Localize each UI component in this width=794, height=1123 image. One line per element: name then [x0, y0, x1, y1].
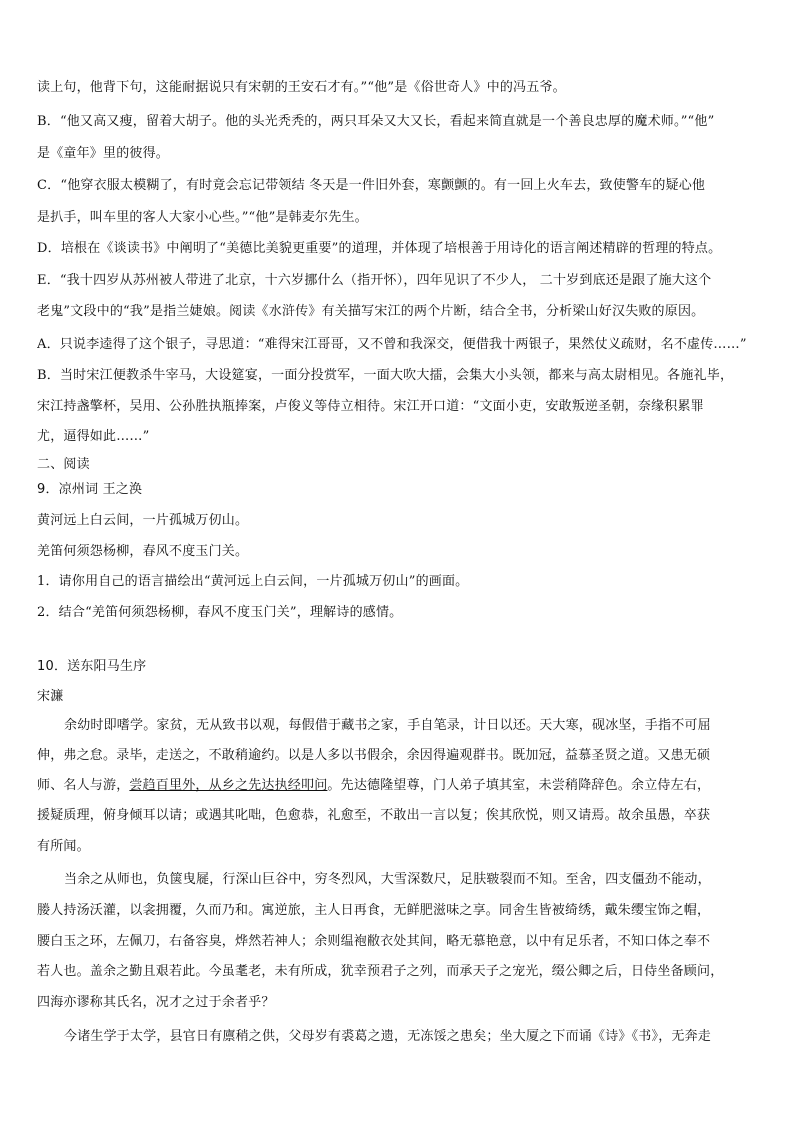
q9-item-2: 2．结合“羌笛何须怨杨柳，春风不度玉门关”，理解诗的感情。	[37, 605, 403, 620]
passage-line: 援疑质理，俯身倾耳以请；或遇其叱咄，色愈恭，礼愈至，不敢出一言以复；俟其欣悦，则又请焉。故余虽愚，卒获	[37, 808, 711, 823]
q9-item-1: 1．请你用自己的语言描绘出“黄河远上白云间，一片孤城万仞山”的画面。	[37, 574, 469, 589]
text-line: 宋江持盏擎杯，吴用、公孙胜执瓶捧案，卢俊义等侍立相待。宋江开口道：“文面小吏，安敢叛逆圣朝，奈缘积累罪	[37, 399, 704, 414]
text-line: 老鬼”文段中的“我”是指兰婕娘。阅读《水浒传》有关描写宋江的两个片断，结合全书，分析梁山好汉失败的原因。	[37, 304, 705, 319]
poem-line: 羌笛何须怨杨柳，春风不度玉门关。	[37, 544, 249, 559]
q10-author: 宋濂	[37, 689, 64, 704]
excerpt-b-line: B．当时宋江便教杀牛宰马，大设筵宴，一面分投赏军，一面大吹大擂，会集大小头领，都来与高太尉相见。各施礼毕，	[37, 368, 734, 383]
poem-line: 黄河远上白云间，一片孤城万仞山。	[37, 513, 249, 528]
passage-line: 媵人持汤沃灌，以衾拥覆，久而乃和。寓逆旅，主人日再食，无鲜肥滋味之享。同舍生皆被绮绣，戴朱缨宝饰之帽，	[37, 903, 711, 918]
excerpt-a-line: A．只说李逵得了这个银子，寻思道：“难得宋江哥哥，又不曾和我深交，便借我十两银子，果然仗义疏财，名不虚传……”	[37, 337, 747, 352]
section-heading: 二、阅读	[37, 457, 90, 472]
option-c-line: C．“他穿衣服太模糊了，有时竟会忘记带领结 冬天是一件旧外套，寒颤颤的。有一回上火车去，致使警车的疑心他	[37, 178, 706, 193]
option-e-line: E．“我十四岁从苏州被人带进了北京，十六岁挪什么（指开怀），四年见识了不少人， 二十岁到底还是跟了施大这个	[37, 273, 712, 288]
passage-line: 腰白玉之环，左佩刀，右备容臭，烨然若神人；余则缊袍敝衣处其间，略无慕艳意，以中有足乐者，不知口体之奉不	[37, 934, 711, 949]
passage-line: 当余之从师也，负箧曳屣，行深山巨谷中，穷冬烈风，大雪深数尺，足肤皲裂而不知。至舍，四支僵劲不能动，	[64, 872, 711, 887]
q10-heading: 10．送东阳马生序	[37, 659, 147, 674]
text-line: 是《童年》里的彼得。	[37, 146, 170, 161]
passage-text: 师、名人与游，	[37, 778, 130, 793]
passage-line: 今诸生学于太学，县官日有廪稍之供，父母岁有裘葛之遗，无冻馁之患矣；坐大厦之下而诵《诗》《书》，无奔走	[64, 1029, 712, 1044]
q9-heading: 9．凉州词 王之涣	[37, 482, 143, 497]
passage-text: 。先达德隆望尊，门人弟子填其室，未尝稍降辞色。余立侍左右，	[327, 778, 711, 793]
option-b-line: B．“他又高又瘦，留着大胡子。他的头光秃秃的，两只耳朵又大又长，看起来简直就是一个善良忠厚的魔术师。”“他”	[37, 114, 715, 129]
passage-line: 伸，弗之怠。录毕，走送之，不敢稍逾约。以是人多以书假余，余因得遍观群书。既加冠，益慕圣贤之道。又患无硕	[37, 748, 711, 763]
passage-line: 有所闻。	[37, 839, 90, 854]
option-d-line: D．培根在《谈读书》中阐明了“美德比美貌更重要”的道理，并体现了培根善于用诗化的语言阐述精辟的哲理的特点。	[37, 241, 722, 256]
text-line: 尤，逼得如此……”	[37, 429, 150, 444]
text-line: 读上句，他背下句，这能耐据说只有宋朝的王安石才有。”“他”是《俗世奇人》中的冯五爷。	[37, 80, 566, 95]
passage-line: 若人也。盖余之勤且艰若此。今虽耄老，未有所成，犹幸预君子之列，而承天子之宠光，缀公卿之后，日侍坐备顾问，	[37, 964, 724, 979]
passage-line: 余幼时即嗜学。家贫，无从致书以观，每假借于藏书之家，手自笔录，计日以还。天大寒，砚冰坚，手指不可屈	[64, 718, 711, 733]
passage-line: 四海亦谬称其氏名，况才之过于余者乎？	[37, 995, 275, 1010]
passage-line	[37, 777, 757, 795]
underlined-sentence: 尝趋百里外，从乡之先达执经叩问	[129, 778, 328, 793]
text-line: 是扒手，叫车里的客人大家小心些。”“他”是韩麦尔先生。	[37, 210, 368, 225]
